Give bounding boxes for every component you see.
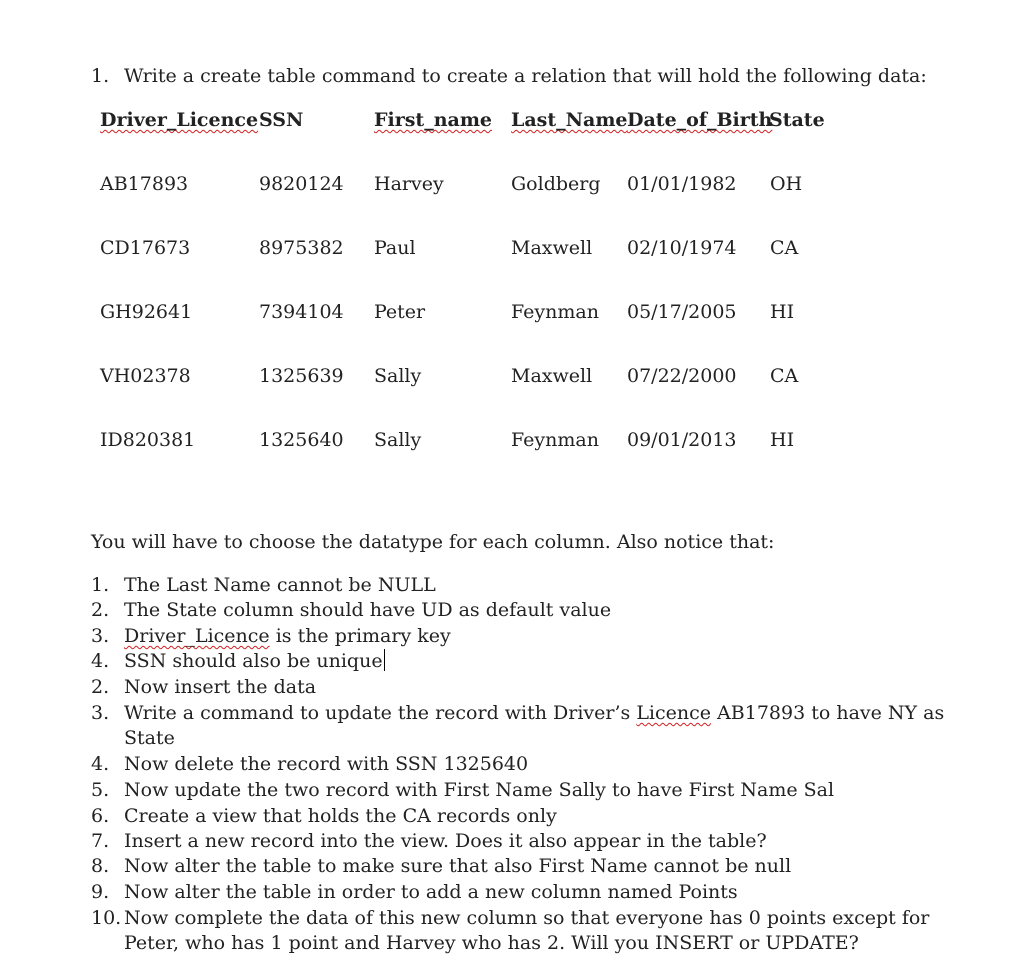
cell-first-name: Paul [374, 237, 416, 259]
list-text: Now update the two record with First Name Sally to have First Name Sal [124, 779, 835, 801]
list-text: Now complete the data of this new column so that everyone has 0 points except for [124, 907, 930, 929]
list-number: 2. [91, 599, 110, 621]
cell-driver-licence: CD17673 [100, 237, 191, 259]
list-number: 1. [91, 574, 110, 596]
cell-date-of-birth: 09/01/2013 [627, 429, 737, 451]
list-number: 9. [91, 881, 110, 903]
list-number: 6. [91, 805, 110, 827]
list-number: 3. [91, 702, 110, 724]
text-cursor [384, 649, 385, 671]
list-number: 4. [91, 753, 110, 775]
list-text-part: Write a command to update the record with Driver’s [124, 702, 637, 724]
cell-ssn: 1325640 [259, 429, 344, 451]
cell-driver-licence: ID820381 [100, 429, 196, 451]
header-last-name: Last_Name [511, 109, 628, 131]
list-text: Now delete the record with SSN 1325640 [124, 753, 529, 775]
list-number: 4. [91, 650, 110, 672]
list-number: 10. [91, 907, 122, 929]
cell-state: HI [770, 429, 795, 451]
misspelled-word: Driver_Licence [124, 625, 270, 647]
cell-first-name: Sally [374, 429, 422, 451]
cell-state: CA [770, 365, 799, 387]
cell-first-name: Harvey [374, 173, 444, 195]
list-text [124, 624, 451, 648]
misspelled-word: Licence [636, 702, 712, 724]
cell-first-name: Sally [374, 365, 422, 387]
list-text: Insert a new record into the view. Does it also appear in the table? [124, 830, 767, 852]
cell-driver-licence: AB17893 [100, 173, 189, 195]
cell-ssn: 1325639 [259, 365, 344, 387]
list-text-content: SSN should also be unique [124, 650, 383, 672]
cell-ssn: 7394104 [259, 301, 344, 323]
cell-state: OH [770, 173, 803, 195]
cell-date-of-birth: 01/01/1982 [627, 173, 737, 195]
cell-date-of-birth: 02/10/1974 [627, 237, 737, 259]
list-number: 7. [91, 830, 110, 852]
list-text-part: AB17893 to have NY as [711, 702, 945, 724]
header-date-of-birth: Date_of_Birth [627, 109, 773, 131]
list-number: 3. [91, 625, 110, 647]
list-text: Now alter the table to make sure that also First Name cannot be null [124, 855, 792, 877]
list-text[interactable] [124, 649, 385, 673]
question-1-text: Write a create table command to create a relation that will hold the following data: [124, 65, 927, 87]
cell-state: HI [770, 301, 795, 323]
list-text: Now insert the data [124, 676, 317, 698]
cell-last-name: Maxwell [511, 237, 593, 259]
cell-date-of-birth: 05/17/2005 [627, 301, 737, 323]
list-number: 2. [91, 676, 110, 698]
cell-last-name: Goldberg [511, 173, 601, 195]
cell-last-name: Feynman [511, 301, 599, 323]
cell-first-name: Peter [374, 301, 426, 323]
header-driver-licence: Driver_Licence [100, 109, 259, 131]
header-state: State [769, 109, 825, 131]
cell-ssn: 8975382 [259, 237, 344, 259]
list-text [124, 701, 944, 725]
list-number: 5. [91, 779, 110, 801]
cell-driver-licence: VH02378 [100, 365, 191, 387]
list-text-rest: is the primary key [269, 625, 451, 647]
notice-paragraph: You will have to choose the datatype for each column. Also notice that: [91, 531, 775, 553]
cell-state: CA [770, 237, 799, 259]
header-ssn: SSN [259, 109, 304, 131]
cell-last-name: Feynman [511, 429, 599, 451]
list-text: The Last Name cannot be NULL [124, 574, 436, 596]
cell-driver-licence: GH92641 [100, 301, 193, 323]
list-text: The State column should have UD as default value [124, 599, 612, 621]
cell-date-of-birth: 07/22/2000 [627, 365, 737, 387]
list-text-continuation: State [124, 727, 175, 749]
list-text: Create a view that holds the CA records only [124, 805, 557, 827]
list-text-continuation: Peter, who has 1 point and Harvey who has 2. Will you INSERT or UPDATE? [124, 932, 859, 954]
question-1-number: 1. [91, 65, 110, 87]
cell-last-name: Maxwell [511, 365, 593, 387]
list-text: Now alter the table in order to add a new column named Points [124, 881, 738, 903]
cell-ssn: 9820124 [259, 173, 344, 195]
header-first-name: First_name [374, 109, 493, 131]
list-number: 8. [91, 855, 110, 877]
